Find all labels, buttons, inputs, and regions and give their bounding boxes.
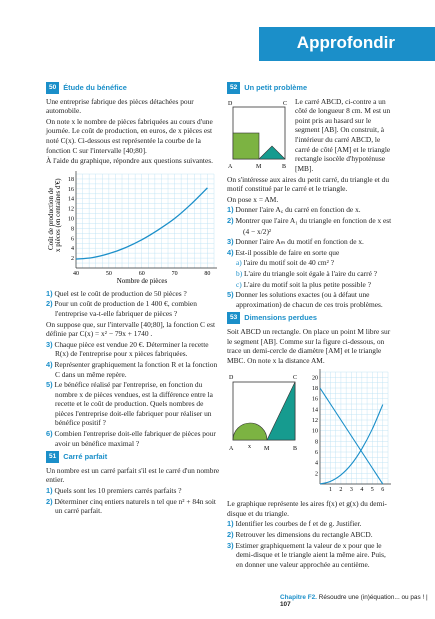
- y-tick-label: 20: [312, 375, 318, 382]
- exercise-title: Carré parfait: [63, 452, 108, 462]
- question-1: 1) Donner l'aire A꜀ du carré en fonction de x.: [227, 205, 361, 215]
- paragraph: On note x le nombre de pièces fabriquées au cours d'une journée. Le coût de production, en euros, de x pièces est noté C(x). Ci-dessous est représentée la courbe de la fonction C sur l'intervalle [40;80].: [46, 116, 213, 155]
- label-a: A: [229, 446, 234, 453]
- paragraph: On suppose que, sur l'intervalle [40;80], la fonction C est définie par C(x) = x² − 79x + 1740 .: [46, 319, 216, 339]
- y-tick-label: 6: [315, 450, 318, 457]
- exercise-title: Un petit problème: [244, 83, 308, 92]
- exercise-52-heading: [227, 82, 392, 94]
- x-tick-label: 4: [360, 487, 364, 494]
- label-b: B: [293, 446, 298, 453]
- y-tick-label: 8: [315, 439, 318, 446]
- x-tick-label: 6: [381, 487, 385, 494]
- sub-question-a: a) l'aire du motif soit de 40 cm² ?: [236, 258, 334, 268]
- question-4: 4) Représenter graphiquement la fonction R et la fonction C dans un même repère.: [46, 359, 218, 379]
- left-column: [46, 82, 221, 517]
- page-number: 107: [280, 601, 291, 608]
- x-tick-label: 70: [171, 270, 178, 277]
- x-tick-label: 50: [105, 270, 112, 277]
- y-tick-label: 8: [71, 226, 74, 233]
- footer-chapter: Chapitre F2.: [280, 594, 317, 601]
- label-c: C: [283, 100, 288, 107]
- cost-chart: [46, 170, 221, 285]
- y-tick-label: 18: [312, 386, 318, 393]
- question-5: 5) Donner les solutions exactes (ou à défaut une approximation) de chacun de ces trois problèmes.: [227, 290, 383, 309]
- right-column: [227, 82, 392, 570]
- y-axis-label-line1: Coût de production de: [47, 187, 55, 250]
- y-tick-label: 12: [68, 206, 74, 213]
- question-3: 3) Estimer graphiquement la valeur de x pour que le demi-disque et le triangle aient la même aire. Puis, en donner une valeur approchée au centième.: [227, 540, 386, 569]
- paragraph: À l'aide du graphique, répondre aux questions suivantes.: [46, 156, 213, 166]
- sub-question-b: b) L'aire du triangle soit égale à l'aire du carré ?: [236, 268, 377, 278]
- exercise-number: 50: [46, 82, 59, 94]
- page-title: Approfondir: [296, 33, 395, 52]
- label-m: M: [264, 446, 270, 453]
- exercise-51-heading: [46, 451, 221, 463]
- exercise-title: Étude du bénéfice: [63, 83, 127, 92]
- x-axis-label: Nombre de pièces: [116, 276, 168, 285]
- question-6: 6) Combien l'entreprise doit-elle fabriquer de pièces pour avoir un bénéfice maximal ?: [46, 429, 216, 448]
- question-1: 1) Quel est le coût de production de 50 pièces ?: [46, 288, 187, 298]
- y-tick-label: 14: [68, 196, 74, 203]
- paragraph: Le graphique représente les aires f(x) et g(x) du demi-disque et du triangle.: [227, 499, 387, 518]
- y-tick-label: 2: [71, 255, 74, 262]
- label-m: M: [256, 163, 262, 170]
- label-a: A: [228, 163, 233, 170]
- y-tick-label: 14: [312, 407, 318, 414]
- y-tick-label: 4: [315, 460, 318, 467]
- label-c: C: [293, 375, 298, 382]
- question-3: 3) Donner l'aire Aₘ du motif en fonction de x.: [227, 237, 364, 247]
- question-2: 2) Retrouver les dimensions du rectangle ABCD.: [227, 530, 373, 540]
- y-tick-label: 10: [68, 216, 74, 223]
- label-d: D: [228, 100, 233, 107]
- paragraph: Soit ABCD un rectangle. On place un point M libre sur le segment [AB]. Comme sur la figure ci-dessous, on trace un demi-cercle de diamètre [AM] et le triangle MBC. On note x la distance AM.: [227, 326, 391, 365]
- question-5: 5) Le bénéfice réalisé par l'entreprise, en fonction du nombre x de pièces vendues, est la différence entre la recette et le coût de production. Quels nombres de pièces l'entreprise doit-elle fabriquer pour réaliser un bénéfice positif ?: [46, 380, 213, 428]
- paragraph: Une entreprise fabrique des pièces détachées pour automobile.: [46, 96, 194, 116]
- x-tick-label: 1: [328, 487, 332, 494]
- page-header: [0, 0, 435, 75]
- areas-chart: [308, 368, 392, 496]
- formula: (4 − x/2)²: [243, 226, 272, 236]
- y-tick-label: 16: [312, 396, 318, 403]
- paragraph: Le carré ABCD, ci-contre a un côté de longueur 8 cm. M est un point pris au hasard sur le segment [AB]. On construit, à l'intérieur du carré ABCD, le carré de côté [AM] et le triangle rectangle isocèle d'hypoténuse [MB].: [295, 96, 391, 173]
- exercise-50-heading: [46, 82, 221, 94]
- y-tick-label: 2: [315, 471, 318, 478]
- page-footer: Chapitre F2. Résoudre une (in)équation... ou pas ! | 107: [280, 594, 428, 608]
- chart-grid: [76, 174, 214, 268]
- exercise-number: 53: [227, 312, 240, 324]
- label-x: x: [248, 444, 251, 451]
- y-axis-label-line2: x pièces (en centaines d'€): [54, 178, 62, 252]
- chart-ticks: [68, 177, 210, 277]
- y-tick-label: 18: [68, 176, 74, 183]
- figures-row: [227, 368, 392, 496]
- question-2: 2) Montrer que l'aire A₁ du triangle en fonction de x est: [227, 215, 392, 225]
- question-4: 4) Est-il possible de faire en sorte que: [227, 247, 340, 257]
- chart-grid: [320, 372, 388, 484]
- question-2: 2) Pour un coût de production de 1 400 €, combien l'entreprise va-t-elle fabriquer de pièces ?: [46, 299, 197, 318]
- paragraph: Un nombre est un carré parfait s'il est le carré d'un nombre entier.: [46, 465, 220, 485]
- exercise-number: 52: [227, 82, 240, 94]
- y-tick-label: 4: [71, 245, 74, 252]
- x-tick-label: 80: [204, 270, 211, 277]
- exercise-number: 51: [46, 451, 59, 463]
- question-1: 1) Quels sont les 10 premiers carrés parfaits ?: [46, 486, 182, 496]
- square-figure: [227, 97, 289, 173]
- footer-text: Résoudre une (in)équation... ou pas !: [318, 594, 425, 601]
- y-tick-label: 6: [71, 236, 74, 243]
- paragraph: On pose x = AM.: [227, 194, 279, 204]
- question-3: 3) Chaque pièce est vendue 20 €. Déterminer la recette R(x) de l'entreprise pour x pièces fabriquées.: [46, 339, 209, 359]
- sub-question-c: c) L'aire du motif soit la plus petite possible ?: [236, 279, 371, 289]
- chart-axes: [76, 171, 217, 268]
- y-tick-label: 16: [68, 186, 74, 193]
- question-1: 1) Identifier les courbes de f et de g. Justifier.: [227, 519, 362, 529]
- paragraph: On s'intéresse aux aires du petit carré, du triangle et du motif constitué par le carré et le triangle.: [227, 174, 390, 194]
- label-b: B: [282, 163, 287, 170]
- y-tick-label: 12: [312, 418, 318, 425]
- y-tick-label: 10: [312, 428, 318, 435]
- exercise-title: Dimensions perdues: [244, 313, 317, 323]
- label-d: D: [229, 375, 234, 382]
- exercise-53-heading: [227, 312, 392, 324]
- rectangle-figure: [227, 368, 307, 454]
- x-tick-label: 60: [138, 270, 145, 277]
- x-tick-label: 5: [370, 487, 374, 494]
- question-2: 2) Déterminer cinq entiers naturels n tel que n² + 84n soit un carré parfait.: [46, 496, 216, 516]
- x-tick-label: 2: [339, 487, 343, 494]
- x-tick-label: 40: [73, 270, 79, 277]
- x-tick-label: 3: [349, 487, 353, 494]
